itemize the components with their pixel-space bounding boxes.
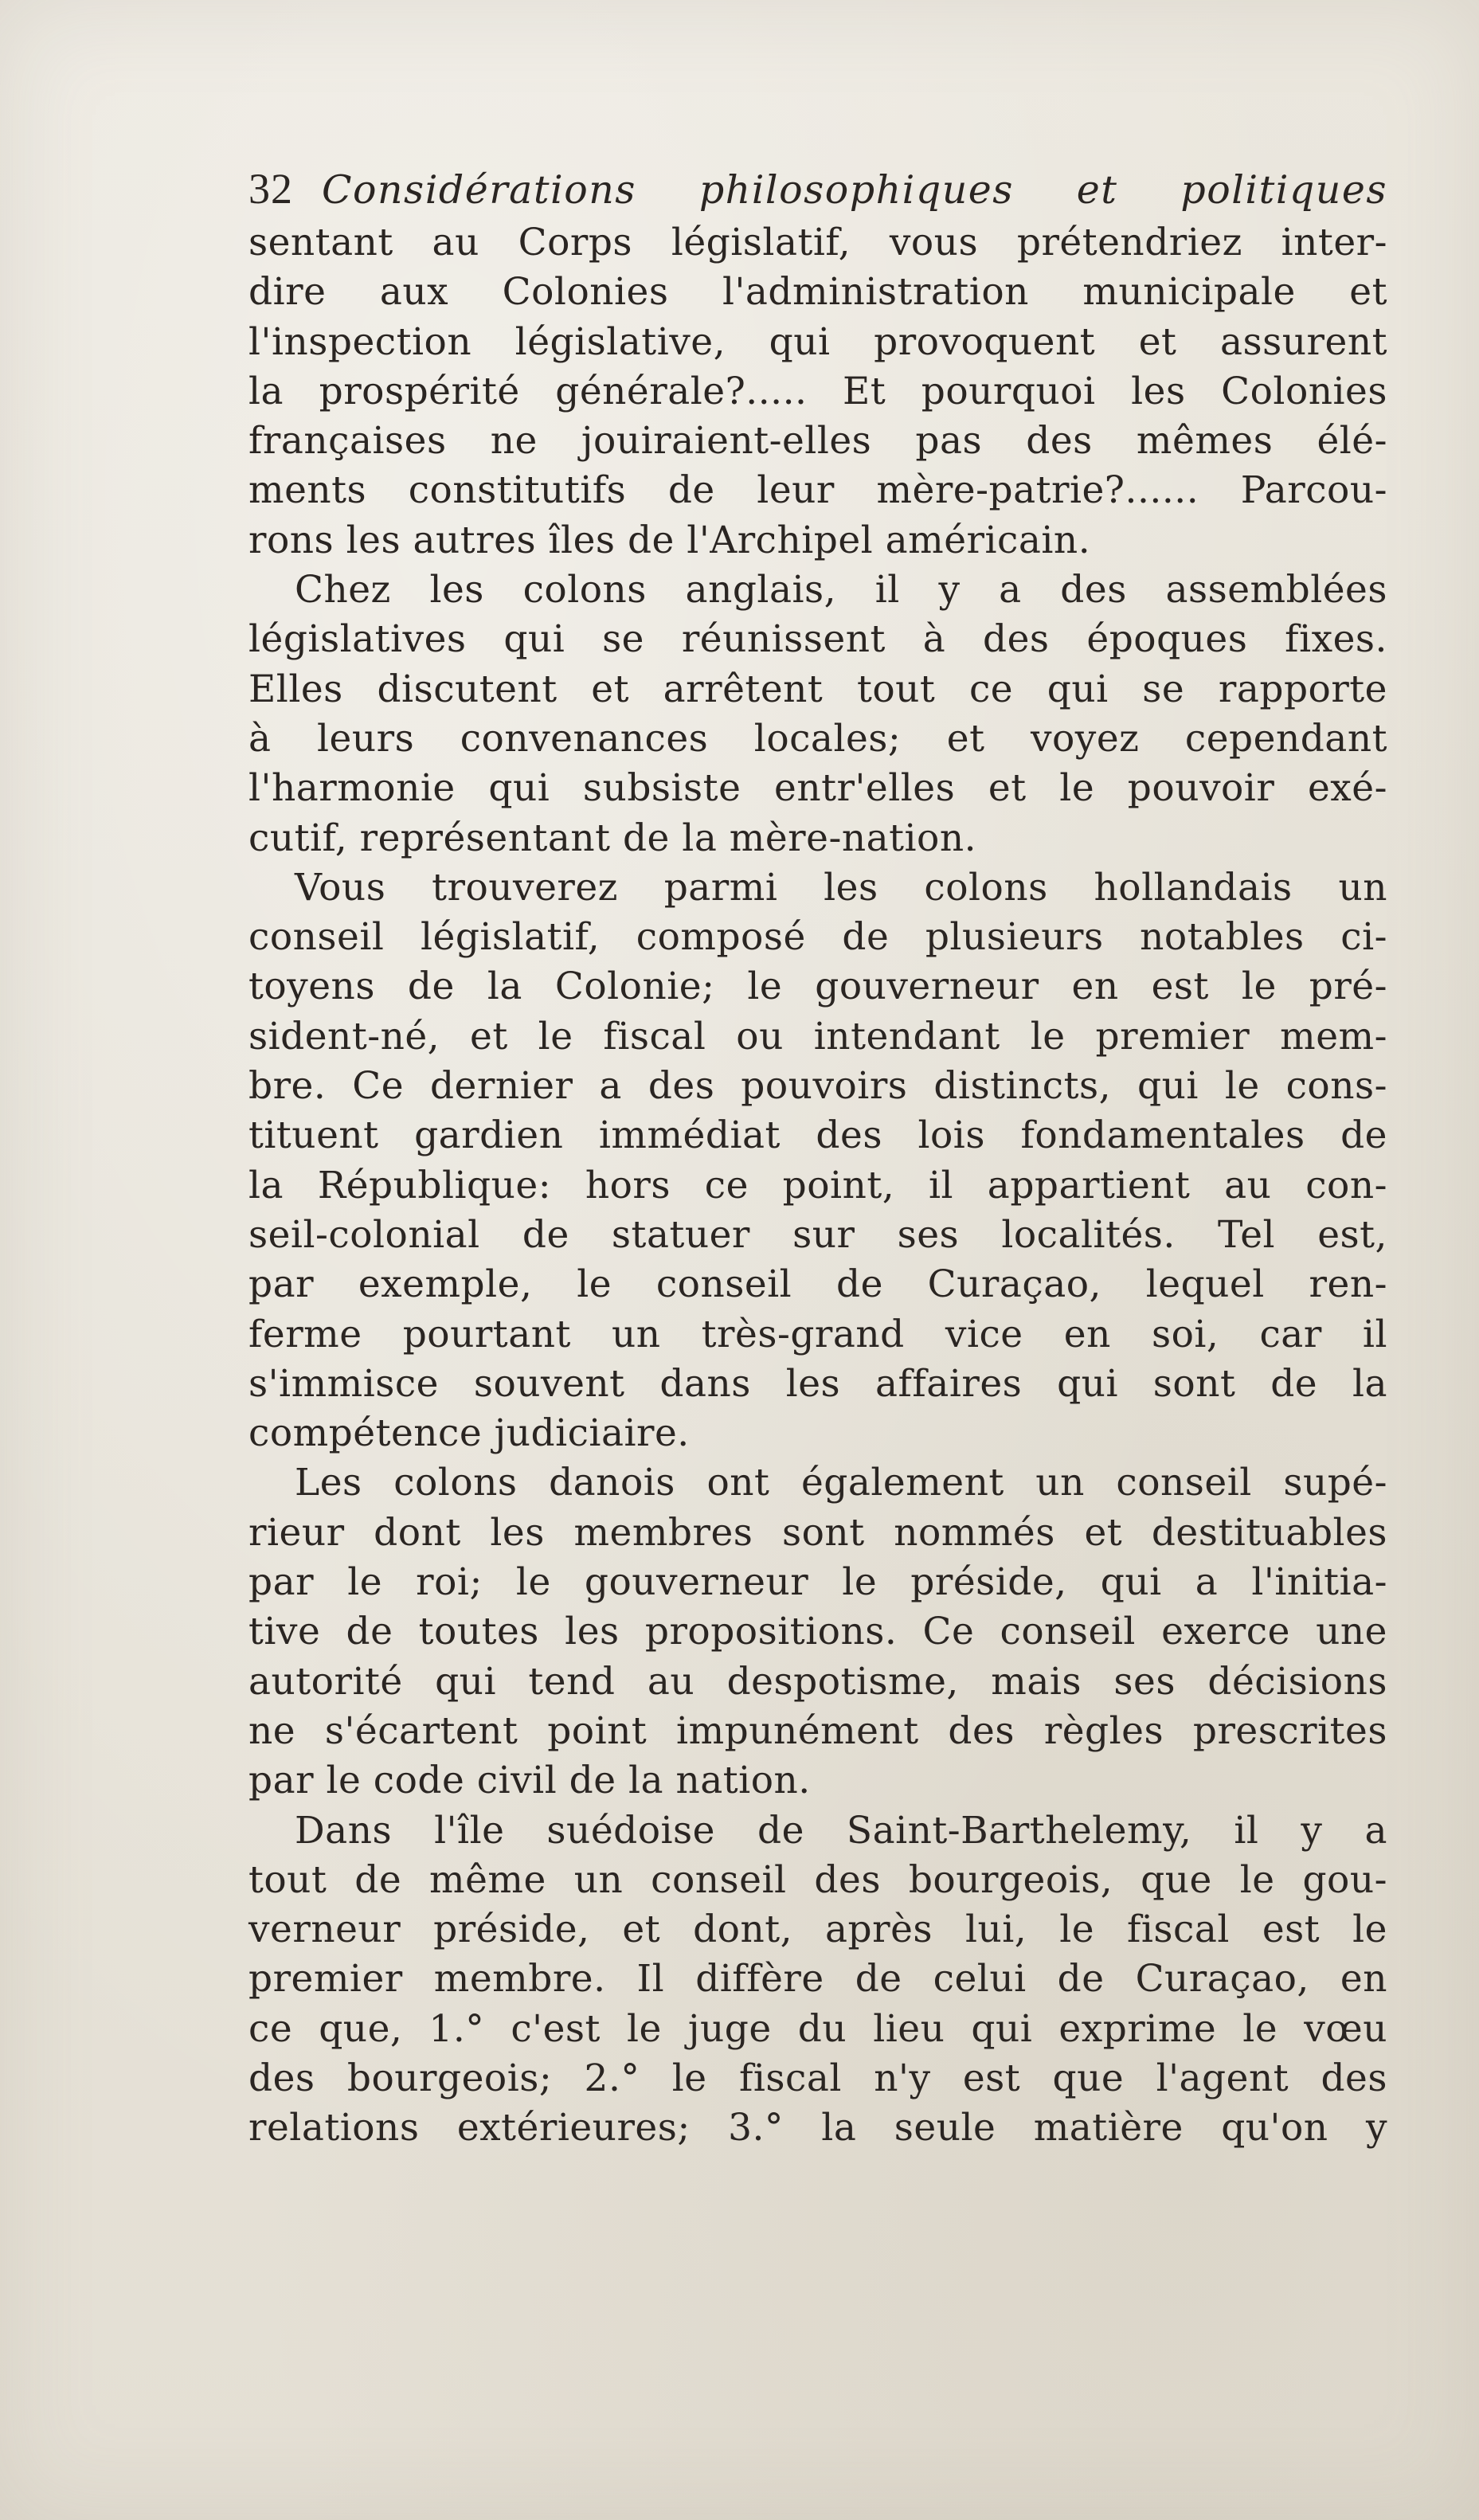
paragraph <box>248 863 1387 1459</box>
text-line: relations extérieures; 3.° la seule matière qu'on y <box>248 2106 1387 2150</box>
text-line: l'inspection législative, qui provoquent et assurent <box>248 319 1387 364</box>
text-line: Chez les colons anglais, il y a des assemblées <box>295 568 1387 612</box>
text-line: la République: hors ce point, il appartient au con- <box>248 1163 1387 1207</box>
paragraph <box>248 1806 1387 2154</box>
running-title: Considérations philosophiques et politiques <box>322 167 1387 213</box>
text-line: Vous trouverez parmi les colons hollandais un <box>295 865 1387 910</box>
text-line: législatives qui se réunissent à des époques fixes. <box>248 617 1387 662</box>
text-line: par exemple, le conseil de Curaçao, lequel ren- <box>248 1262 1387 1307</box>
text-line: premier membre. Il diffère de celui de Curaçao, en <box>248 1957 1387 2002</box>
text-line: sentant au Corps législatif, vous prétendriez inter- <box>248 221 1387 264</box>
text-line: par le code civil de la nation. <box>248 1759 811 1803</box>
text-line: françaises ne jouiraient-elles pas des mêmes élé- <box>248 419 1387 464</box>
text-line: autorité qui tend au despotisme, mais ses décisions <box>248 1659 1387 1704</box>
text-line: l'harmonie qui subsiste entr'elles et le pouvoir exé- <box>248 766 1387 811</box>
page-text <box>248 159 1387 2154</box>
text-line: tive de toutes les propositions. Ce conseil exerce une <box>248 1610 1387 1654</box>
paragraph <box>248 218 1387 565</box>
text-line: ne s'écartent point impunément des règles prescrites <box>248 1708 1387 1753</box>
text-line: bre. Ce dernier a des pouvoirs distincts, qui le cons- <box>248 1064 1387 1109</box>
text-line: sident-né, et le fiscal ou intendant le premier mem- <box>248 1014 1387 1058</box>
text-line: tituent gardien immédiat des lois fondamentales de <box>248 1113 1387 1158</box>
text-line: seil-colonial de statuer sur ses localités. Tel est, <box>248 1212 1387 1257</box>
text-line: ce que, 1.° c'est le juge du lieu qui exprime le vœu <box>248 2006 1387 2051</box>
text-line: la prospérité générale?..... Et pourquoi les Colonies <box>248 369 1387 413</box>
text-line: compétence judiciaire. <box>248 1411 690 1456</box>
text-line: des bourgeois; 2.° le fiscal n'y est que l'agent des <box>248 2056 1387 2100</box>
text-line: verneur préside, et dont, après lui, le fiscal est le <box>248 1908 1387 1952</box>
text-line: dire aux Colonies l'administration municipale et <box>248 270 1387 315</box>
text-line: rons les autres îles de l'Archipel américain. <box>248 518 1091 562</box>
text-line: Les colons danois ont également un conseil supé- <box>295 1461 1387 1505</box>
text-line: rieur dont les membres sont nommés et destituables <box>248 1510 1387 1555</box>
text-line: conseil législatif, composé de plusieurs notables ci- <box>248 915 1387 960</box>
paragraph <box>248 565 1387 863</box>
text-line: s'immisce souvent dans les affaires qui sont de la <box>248 1361 1387 1406</box>
text-line: par le roi; le gouverneur le préside, qui a l'initia- <box>248 1560 1387 1605</box>
text-line: à leurs convenances locales; et voyez cependant <box>248 716 1387 761</box>
text-line: cutif, représentant de la mère-nation. <box>248 816 977 860</box>
text-line: tout de même un conseil des bourgeois, que le gou- <box>248 1857 1387 1902</box>
page-number: 32 <box>248 165 293 213</box>
text-line: Dans l'île suédoise de Saint-Barthelemy, il y a <box>295 1808 1387 1853</box>
text-line: Elles discutent et arrêtent tout ce qui se rapporte <box>248 667 1387 711</box>
paragraph <box>248 1458 1387 1806</box>
text-line: toyens de la Colonie; le gouverneur en est le pré- <box>248 965 1387 1009</box>
text-line: ferme pourtant un très-grand vice en soi, car il <box>248 1312 1387 1356</box>
text-line: ments constitutifs de leur mère-patrie?...... Parcou- <box>248 468 1387 513</box>
page-header <box>248 159 1387 218</box>
